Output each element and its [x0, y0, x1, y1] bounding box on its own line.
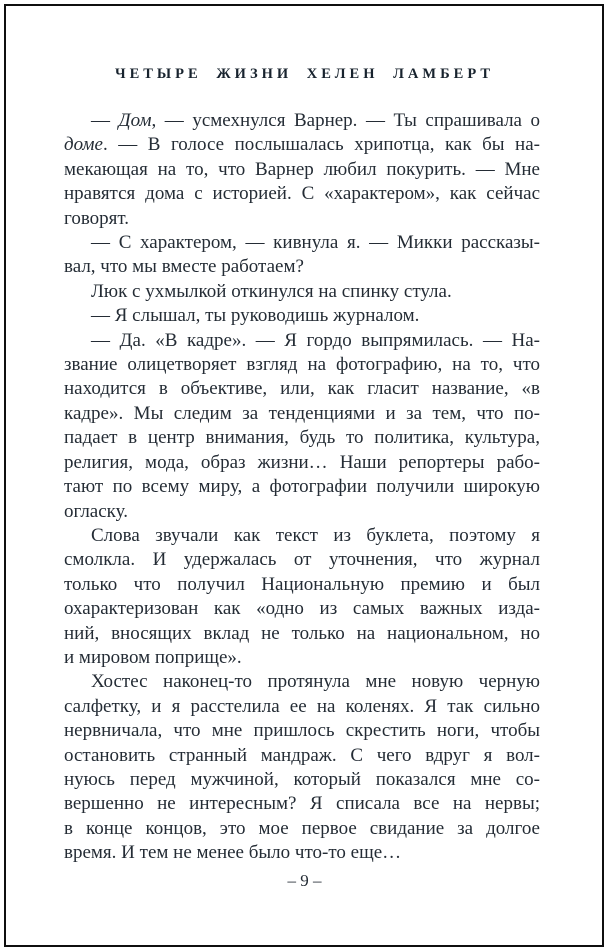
text-line: [64, 280, 540, 304]
running-header: ЧЕТЫРЕ ЖИЗНИ ХЕЛЕН ЛАМБЕРТ: [114, 66, 495, 82]
text-line: [64, 402, 540, 426]
text-line: [64, 377, 540, 401]
text-segment: говорят.: [64, 207, 130, 229]
text-line: [64, 622, 540, 646]
page-number: – 9 –: [287, 871, 322, 890]
italic-text: доме: [64, 134, 103, 156]
text-segment: падает в центр внимания, будь то политика, культура,: [64, 427, 540, 449]
paragraph: [64, 231, 540, 280]
text-line: [64, 109, 540, 133]
paragraph: [64, 109, 540, 231]
text-line: [64, 207, 540, 231]
paragraph: [64, 670, 540, 865]
text-segment: вал, что мы вместе работаем?: [64, 256, 304, 278]
text-segment: Слова звучали как текст из буклета, поэтому я: [91, 524, 540, 546]
text-line: [64, 670, 540, 694]
text-line: [64, 841, 540, 865]
text-segment: время. И тем не менее было что-то еще…: [64, 842, 402, 864]
body-text: [64, 109, 540, 866]
text-line: [64, 182, 540, 206]
text-segment: — Да. «В кадре». — Я гордо выпрямилась. — На-: [91, 329, 540, 351]
text-line: [64, 768, 540, 792]
text-segment: Люк с ухмылкой откинулся на спинку стула.: [91, 280, 452, 302]
text-line: [64, 353, 540, 377]
text-segment: ний, вносящих вклад не только на национальном, но: [64, 622, 540, 644]
italic-text: Дом: [118, 110, 152, 131]
text-segment: нуюсь перед мужчиной, который показался мне со-: [64, 768, 540, 790]
text-segment: религия, мода, образ жизни… Наши репортеры рабо-: [64, 451, 540, 473]
text-line: [64, 792, 540, 816]
text-segment: — С характером, — кивнула я. — Микки рассказы-: [91, 232, 540, 254]
text-segment: нравятся дома с историей. С «характером», как сейчас: [64, 183, 540, 205]
text-line: [64, 133, 540, 157]
text-line: [64, 475, 540, 499]
text-line: [64, 500, 540, 524]
text-segment: мекающая на то, что Варнер любил покурить. — Мне: [64, 158, 540, 180]
text-line: [64, 451, 540, 475]
text-segment: и мировом поприще».: [64, 646, 242, 668]
text-segment: , — усмехнулся Варнер. — Ты спрашивала о: [151, 110, 541, 131]
text-segment: Хостес наконец-то протянула мне новую черную: [91, 671, 540, 693]
text-segment: кадре». Мы следим за тенденциями и за тем, что по-: [64, 402, 540, 424]
text-segment: нервничала, что мне пришлось скрестить ноги, чтобы: [64, 720, 540, 742]
text-line: [64, 329, 540, 353]
paragraph: [64, 329, 540, 524]
text-segment: звание олицетворяет взгляд на фотографию, на то, что: [64, 354, 540, 376]
paragraph: [64, 304, 540, 328]
paragraph: [64, 280, 540, 304]
text-line: [64, 597, 540, 621]
text-line: [64, 695, 540, 719]
text-line: [64, 817, 540, 841]
text-line: [64, 548, 540, 572]
text-segment: только что получил Национальную премию и был: [64, 573, 540, 595]
text-line: [64, 426, 540, 450]
text-line: [64, 646, 540, 670]
text-segment: . — В голосе послышалась хрипотца, как бы на-: [102, 134, 540, 156]
text-segment: — Я слышал, ты руководишь журналом.: [91, 305, 420, 327]
text-line: [64, 573, 540, 597]
text-segment: вершенно не интересным? Я списала все на нервы;: [64, 793, 540, 815]
text-segment: салфетку, и я расстелила ее на коленях. Я так сильно: [64, 695, 540, 717]
text-segment: тают по всему миру, а фотографии получили широкую: [64, 476, 540, 498]
text-line: [64, 158, 540, 182]
paragraph: [64, 524, 540, 670]
text-segment: остановить странный мандраж. С чего вдруг я вол-: [64, 744, 540, 766]
text-segment: находится в объективе, или, как гласит название, «в: [64, 378, 540, 400]
text-line: [64, 524, 540, 548]
text-segment: —: [91, 110, 119, 131]
text-segment: охарактеризован как «одно из самых важных изда-: [64, 598, 540, 620]
text-line: [64, 231, 540, 255]
text-line: [64, 719, 540, 743]
text-line: [64, 744, 540, 768]
text-line: [64, 255, 540, 279]
text-segment: в конце концов, это мое первое свидание за долгое: [64, 817, 540, 839]
text-segment: смолкла. И удержалась от уточнения, что журнал: [64, 549, 540, 571]
text-line: [64, 304, 540, 328]
text-segment: огласку.: [64, 500, 128, 522]
